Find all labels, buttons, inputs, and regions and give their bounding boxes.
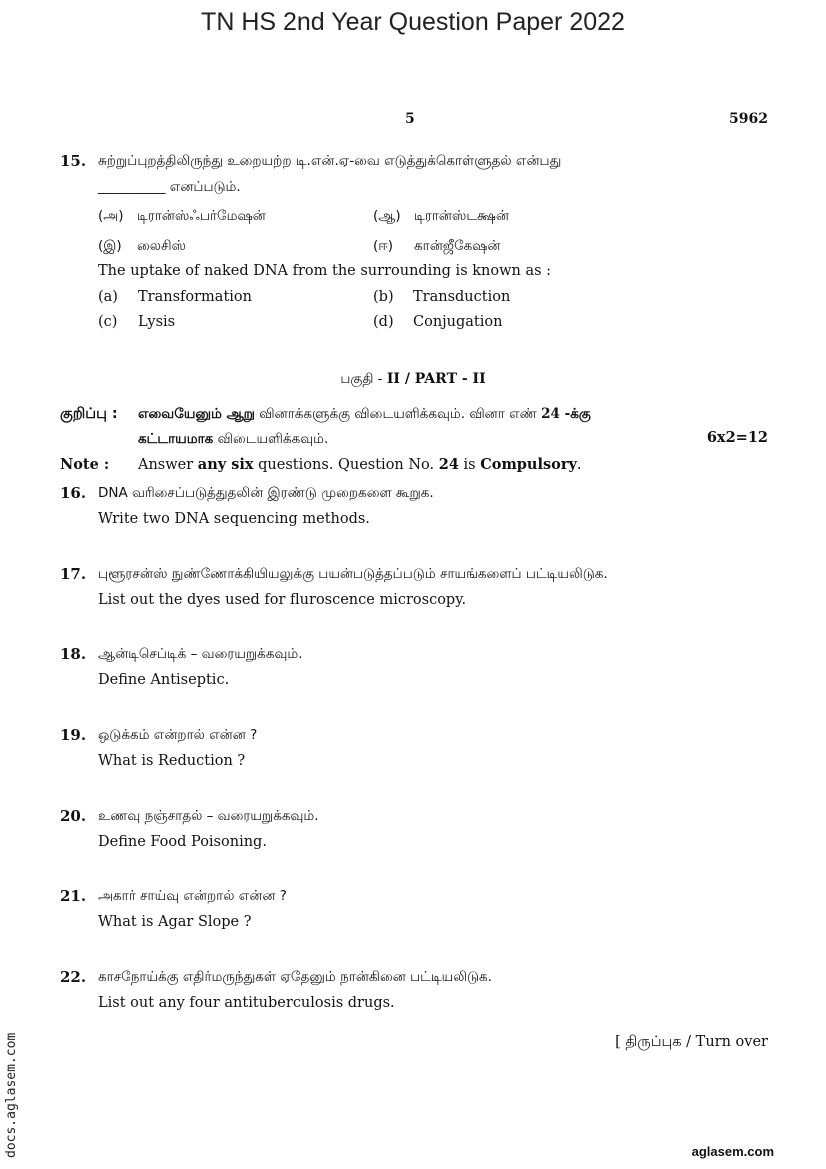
note-text-tamil — [138, 406, 591, 424]
side-watermark: docs.aglasem.com — [4, 1032, 19, 1158]
question-text-tamil: உணவு நஞ்சாதல் – வரையறுக்கவும். — [98, 808, 319, 824]
question-text-tamil: DNA வரிசைப்படுத்துதலின் இரண்டு முறைகளை கூறுக. — [98, 485, 434, 501]
question-text-english: Write two DNA sequencing methods. — [98, 511, 370, 527]
page-number: 5 — [405, 111, 415, 127]
option-mark: (அ) — [98, 208, 124, 224]
option-text: Lysis — [138, 314, 176, 330]
turn-over-note: [ திருப்புக / Turn over — [615, 1034, 768, 1050]
note-text-tamil-cont — [138, 431, 328, 449]
question-number: 17. — [60, 565, 87, 583]
option-text: கான்ஜீகேஷன் — [414, 238, 501, 254]
note-emphasis: Compulsory — [480, 456, 577, 473]
question-number: 16. — [60, 484, 87, 502]
question-text-tamil: புளூரசன்ஸ் நுண்ணோக்கியியலுக்கு பயன்படுத்தப்படும் சாயங்களைப் பட்டியலிடுக. — [98, 566, 608, 582]
question-text-tamil-cont: __________ எனப்படும். — [98, 179, 241, 195]
question-number: 15. — [60, 152, 87, 170]
option-mark: (c) — [98, 314, 118, 330]
note-text: விடையளிக்கவும். — [213, 431, 329, 447]
option-text: லைசிஸ் — [137, 238, 187, 254]
option-text: டிரான்ஸ்டக்ஷன் — [414, 208, 509, 224]
part-title-tamil: பகுதி - — [340, 371, 387, 387]
note-emphasis: any six — [197, 456, 254, 473]
note-text: Answer — [138, 457, 198, 473]
question-text-tamil: ஆன்டிசெப்டிக் – வரையறுக்கவும். — [98, 646, 303, 662]
question-text-tamil: சுற்றுப்புறத்திலிருந்து உறையற்ற டி.என்.ஏ-வை எடுத்துக்கொள்ளுதல் என்பது — [98, 153, 562, 169]
option-text: டிரான்ஸ்ஃபர்மேஷன் — [137, 208, 266, 224]
option-mark: (ஆ) — [373, 208, 401, 224]
note-qno: 24 — [541, 406, 560, 422]
question-number: 19. — [60, 726, 87, 744]
option-text: Conjugation — [413, 314, 503, 330]
question-number: 20. — [60, 807, 87, 825]
marks-scheme: 6x2=12 — [706, 429, 768, 446]
question-text-english: What is Agar Slope ? — [98, 914, 252, 930]
option-mark: (d) — [373, 314, 394, 330]
note-text-english — [138, 456, 582, 473]
option-text: Transformation — [138, 289, 252, 305]
question-text-english: List out any four antituberculosis drugs. — [98, 995, 395, 1011]
bottom-watermark: aglasem.com — [691, 1144, 774, 1159]
question-text-english: Define Antiseptic. — [98, 672, 230, 688]
paper-code: 5962 — [729, 111, 768, 127]
question-text-english: Define Food Poisoning. — [98, 834, 267, 850]
question-text-english: What is Reduction ? — [98, 753, 246, 769]
question-text-english: The uptake of naked DNA from the surrounding is known as : — [98, 263, 552, 279]
note-emphasis: கட்டாயமாக — [138, 431, 214, 447]
page-header-title: TN HS 2nd Year Question Paper 2022 — [201, 8, 625, 36]
note-text: questions. Question No. — [253, 457, 439, 473]
part-title — [0, 371, 826, 389]
question-text-english: List out the dyes used for fluroscence microscopy. — [98, 592, 467, 608]
question-number: 22. — [60, 968, 87, 986]
question-text-tamil: ஒடுக்கம் என்றால் என்ன ? — [98, 727, 258, 743]
question-text-tamil: காசநோய்க்கு எதிர்மருந்துகள் ஏதேனும் நான்கினை பட்டியலிடுக. — [98, 969, 492, 985]
part-title-english: II / PART - II — [386, 371, 486, 387]
note-text: வினாக்களுக்கு விடையளிக்கவும். வினா எண் — [254, 406, 542, 422]
option-mark: (இ) — [98, 238, 122, 254]
question-number: 21. — [60, 887, 87, 905]
note-text: . — [576, 457, 582, 473]
option-mark: (ஈ) — [373, 238, 394, 254]
option-mark: (a) — [98, 289, 118, 305]
note-qno: 24 — [438, 456, 459, 473]
note-emphasis: எவையேனும் ஆறு — [138, 406, 255, 422]
note-text: is — [458, 457, 481, 473]
note-text-end: -க்கு — [559, 406, 591, 422]
question-text-tamil: அகார் சாய்வு என்றால் என்ன ? — [98, 888, 287, 904]
option-text: Transduction — [413, 289, 511, 305]
note-label-tamil: குறிப்பு : — [60, 406, 118, 422]
question-number: 18. — [60, 645, 87, 663]
option-mark: (b) — [373, 289, 394, 305]
note-label-english: Note : — [60, 456, 110, 473]
